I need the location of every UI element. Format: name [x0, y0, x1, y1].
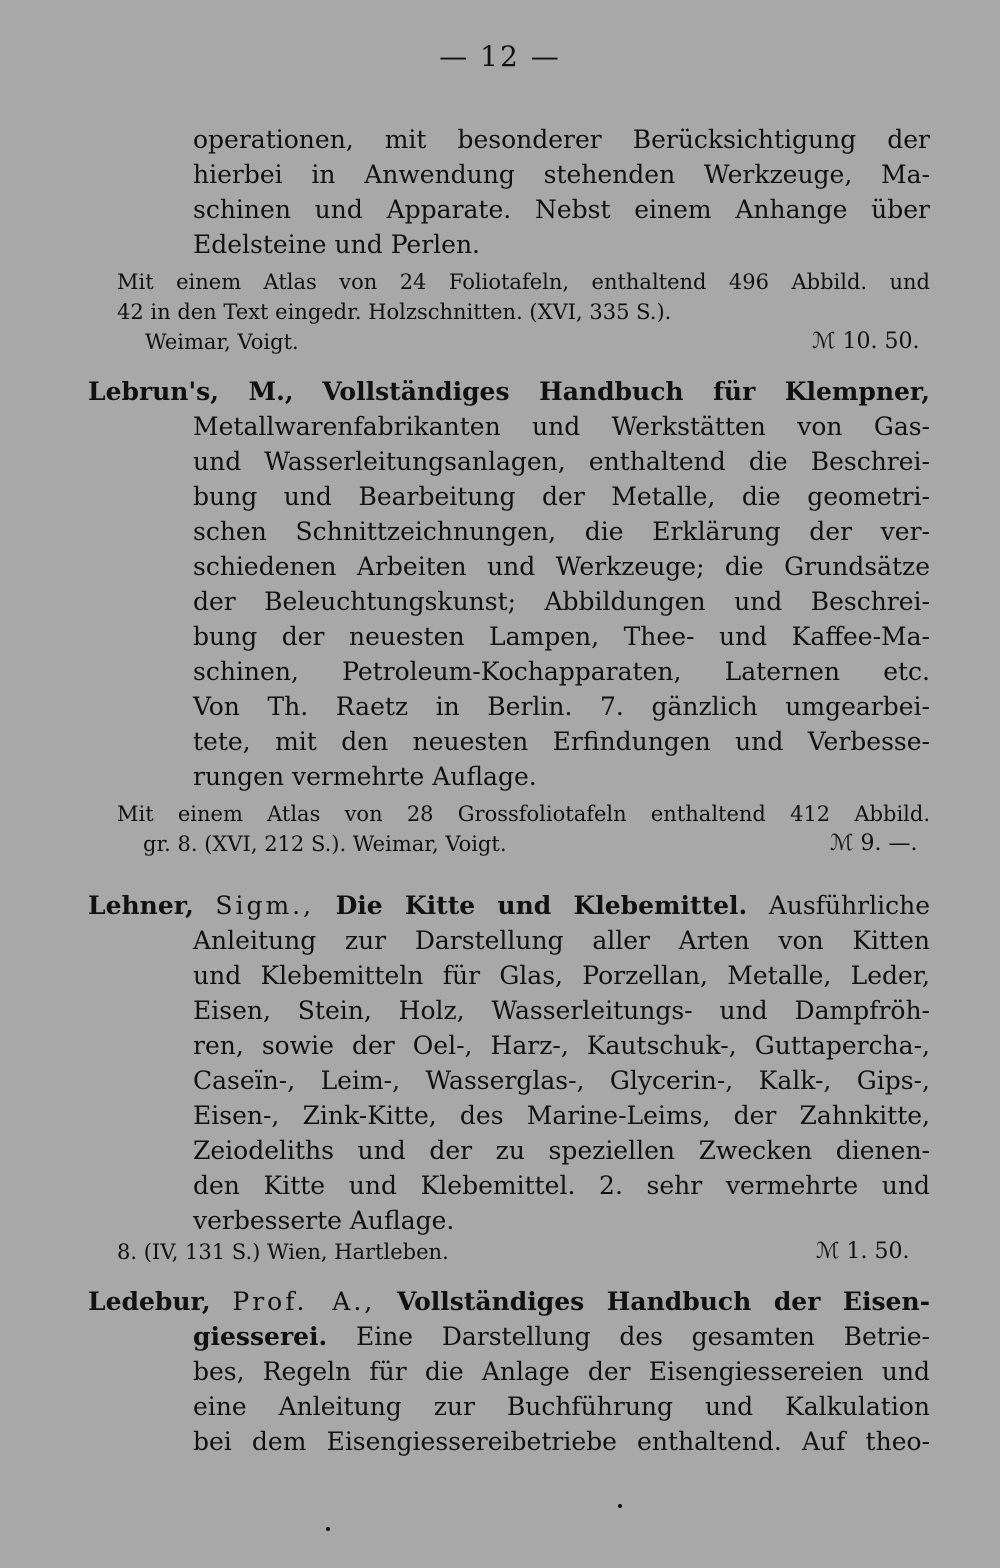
- book-title: Vollständiges Handbuch der Eisen-: [397, 1287, 930, 1316]
- book-title: Vollständiges Handbuch für Klempner,: [322, 377, 930, 406]
- body-line: operationen, mit besonderer Berücksichtigung der: [193, 125, 930, 154]
- body-line: Von Th. Raetz in Berlin. 7. gänzlich umgearbei-: [193, 692, 930, 721]
- detail-line: 42 in den Text eingedr. Holzschnitten. (XVI, 335 S.).: [117, 300, 672, 324]
- body-line: Eisen-, Zink-Kitte, des Marine-Leims, der Zahnkitte,: [193, 1101, 930, 1130]
- body-line: und Wasserleitungsanlagen, enthaltend die Beschrei-: [193, 447, 930, 476]
- book-title-continuation: giesserei.: [193, 1322, 328, 1351]
- price: ℳ 9. —.: [830, 831, 918, 856]
- body-line: Edelsteine und Perlen.: [193, 230, 480, 259]
- body-line: eine Anleitung zur Buchführung und Kalkulation: [193, 1392, 930, 1421]
- body-line: bung der neuesten Lampen, Thee- und Kaffee-Ma-: [193, 622, 930, 651]
- title-continuation: Eine Darstellung des gesamten Betrie-: [355, 1322, 930, 1351]
- detail-line: Mit einem Atlas von 24 Foliotafeln, enthaltend 496 Abbild. und: [117, 270, 930, 294]
- body-line: Zeiodeliths und der zu speziellen Zwecken dienen-: [193, 1136, 930, 1165]
- detail-line: 8. (IV, 131 S.) Wien, Hartleben.: [117, 1240, 449, 1264]
- scan-speck: [326, 1527, 330, 1531]
- title-continuation: Ausführliche: [768, 891, 930, 920]
- body-line: schinen, Petroleum-Kochapparaten, Laternen etc.: [193, 657, 930, 686]
- author-name: Lehner,: [88, 891, 194, 920]
- scan-speck: [618, 1504, 622, 1508]
- body-line: der Beleuchtungskunst; Abbildungen und Beschrei-: [193, 587, 930, 616]
- body-line: Eisen, Stein, Holz, Wasserleitungs- und Dampfröh-: [193, 996, 930, 1025]
- price: ℳ 1. 50.: [816, 1239, 910, 1264]
- author-first-name: Sigm.,: [215, 891, 315, 920]
- body-line: [193, 1321, 930, 1353]
- body-line: hierbei in Anwendung stehenden Werkzeuge, Ma-: [193, 160, 930, 189]
- body-line: schinen und Apparate. Nebst einem Anhange über: [193, 195, 930, 224]
- body-line: tete, mit den neuesten Erfindungen und Verbesse-: [193, 727, 930, 756]
- author-name: Lebrun's, M.,: [88, 377, 294, 406]
- body-line: bei dem Eisengiessereibetriebe enthaltend. Auf theo-: [193, 1427, 930, 1456]
- body-line: Caseïn-, Leim-, Wasserglas-, Glycerin-, Kalk-, Gips-,: [193, 1066, 930, 1095]
- body-line: Anleitung zur Darstellung aller Arten von Kitten: [193, 926, 930, 955]
- detail-line: gr. 8. (XVI, 212 S.). Weimar, Voigt.: [143, 832, 507, 856]
- book-title: Die Kitte und Klebemittel.: [335, 891, 748, 920]
- price: ℳ 10. 50.: [812, 329, 920, 354]
- body-line: rungen vermehrte Auflage.: [193, 762, 537, 791]
- body-line: bung und Bearbeitung der Metalle, die geometri-: [193, 482, 930, 511]
- body-line: verbesserte Auflage.: [193, 1206, 455, 1235]
- body-line: und Klebemitteln für Glas, Porzellan, Metalle, Leder,: [193, 961, 930, 990]
- body-line: schiedenen Arbeiten und Werkzeuge; die Grundsätze: [193, 552, 930, 581]
- imprint: Weimar, Voigt.: [145, 330, 299, 354]
- author-name: Ledebur,: [88, 1287, 211, 1316]
- page-number: — 12 —: [439, 40, 561, 73]
- body-line: schen Schnittzeichnungen, die Erklärung der ver-: [193, 517, 930, 546]
- body-line: Metallwarenfabrikanten und Werkstätten von Gas-: [193, 412, 930, 441]
- body-line: ren, sowie der Oel-, Harz-, Kautschuk-, Guttapercha-,: [193, 1031, 930, 1060]
- body-line: den Kitte und Klebemittel. 2. sehr vermehrte und: [193, 1171, 930, 1200]
- entry-heading: [88, 1286, 930, 1318]
- body-line: bes, Regeln für die Anlage der Eisengiessereien und: [193, 1357, 930, 1386]
- author-first-name: Prof. A.,: [232, 1287, 376, 1316]
- detail-line: Mit einem Atlas von 28 Grossfoliotafeln enthaltend 412 Abbild.: [117, 802, 930, 826]
